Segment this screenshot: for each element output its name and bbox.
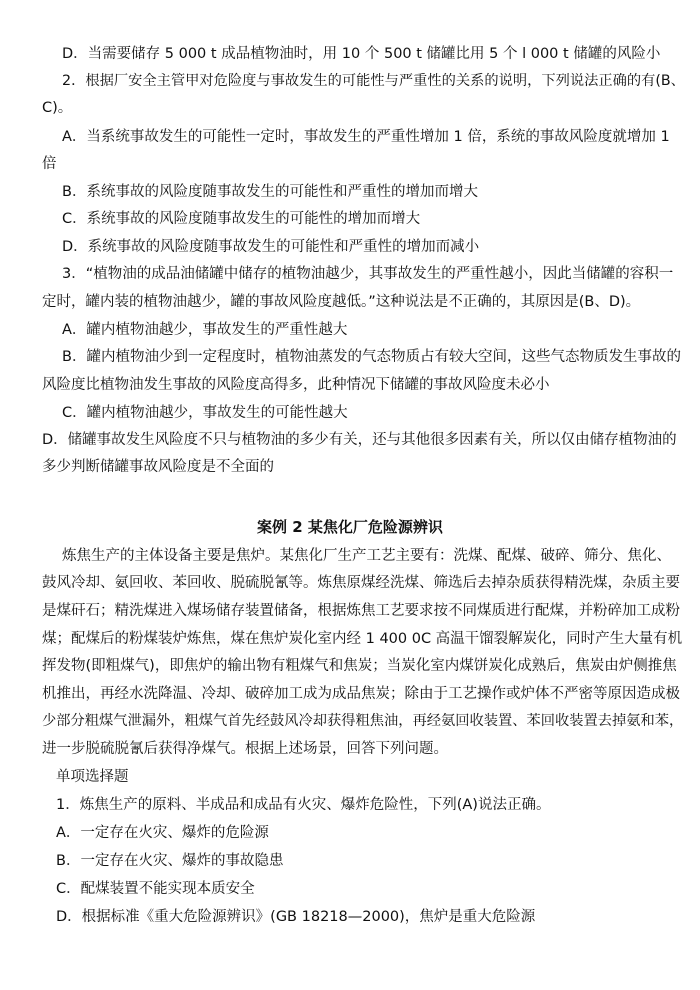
- q2-option-d: D．系统事故的风险度随事故发生的可能性和严重性的增加而减小: [62, 239, 480, 255]
- case-paragraph-line: 鼓风冷却、氨回收、苯回收、脱硫脱氰等。炼焦原煤经洗煤、筛选后去掉杂质获得精洗煤，杂质主要: [42, 575, 680, 591]
- q3-option-d: D．储罐事故发生风险度不只与植物油的多少有关，还与其他很多因素有关，所以仅由储存植物油的: [42, 432, 677, 448]
- case-paragraph-line: 是煤矸石；精洗煤进入煤场储存装置储备，根据炼焦工艺要求按不同煤质进行配煤，并粉碎加工成粉: [42, 603, 680, 619]
- q3-option-b: B．罐内植物油少到一定程度时，植物油蒸发的气态物质占有较大空间，这些气态物质发生事故的: [62, 349, 681, 365]
- case-q1-option-b: B．一定存在火灾、爆炸的事故隐患: [56, 853, 284, 869]
- q2-option-a-cont: 倍: [42, 156, 57, 172]
- case-paragraph-line: 机推出，再经水洗降温、冷却、破碎加工成为成品焦炭；除由于工艺操作或炉体不严密等原因造成极: [42, 686, 680, 702]
- q2-stem-cont: C)。: [42, 100, 73, 116]
- case-q1-stem: 1．炼焦生产的原料、半成品和成品有火灾、爆炸危险性，下列(A)说法正确。: [56, 797, 551, 813]
- case-q1-option-a: A．一定存在火灾、爆炸的危险源: [56, 825, 269, 841]
- q1-option-d: D．当需要储存 5 000 t 成品植物油时，用 10 个 500 t 储罐比用 5 个 l 000 t 储罐的风险小: [62, 46, 661, 62]
- q2-stem: 2．根据厂安全主管甲对危险度与事故发生的可能性与严重性的关系的说明，下列说法正确的有(B、: [62, 73, 685, 89]
- case-paragraph-line: 炼焦生产的主体设备主要是焦炉。某焦化厂生产工艺主要有：洗煤、配煤、破碎、筛分、焦化、: [62, 548, 671, 564]
- q3-stem-cont: 定时，罐内装的植物油越少，罐的事故风险度越低。”这种说法是不正确的，其原因是(B、D)。: [42, 294, 641, 310]
- case-paragraph-line: 少部分粗煤气泄漏外，粗煤气首先经鼓风冷却获得粗焦油，再经氨回收装置、苯回收装置去掉氨和苯，: [42, 713, 684, 729]
- q3-stem: 3．“植物油的成品油储罐中储存的植物油越少，其事故发生的严重性越小，因此当储罐的容积一: [62, 266, 674, 282]
- case-paragraph-line: 煤；配煤后的粉煤装炉炼焦，煤在焦炉炭化室内经 1 400 0C 高温干馏裂解炭化，同时产生大量有机: [42, 631, 683, 647]
- case-q1-option-c: C．配煤装置不能实现本质安全: [56, 881, 255, 897]
- q2-option-b: B．系统事故的风险度随事故发生的可能性和严重性的增加而增大: [62, 184, 478, 200]
- q3-option-b-cont: 风险度比植物油发生事故的风险度高得多，此种情况下储罐的事故风险度未必小: [42, 377, 550, 393]
- case-paragraph-line: 进一步脱硫脱氰后获得净煤气。根据上述场景，回答下列问题。: [42, 741, 448, 757]
- q2-option-c: C．系统事故的风险度随事故发生的可能性的增加而增大: [62, 211, 421, 227]
- section-label: 单项选择题: [56, 769, 129, 785]
- q3-option-d-cont: 多少判断储罐事故风险度是不全面的: [42, 459, 274, 475]
- q3-option-c: C．罐内植物油越少，事故发生的可能性越大: [62, 405, 348, 421]
- case-paragraph-line: 挥发物(即粗煤气)，即焦炉的输出物有粗煤气和焦炭；当炭化室内煤饼炭化成熟后，焦炭由炉侧推焦: [42, 658, 677, 674]
- q3-option-a: A．罐内植物油越少，事故发生的严重性越大: [62, 322, 348, 338]
- q2-option-a: A．当系统事故发生的可能性一定时，事故发生的严重性增加 1 倍，系统的事故风险度就增加 1: [62, 129, 670, 145]
- case-q1-option-d: D．根据标准《重大危险源辨识》(GB 18218—2000)，焦炉是重大危险源: [56, 909, 536, 925]
- case-title: 案例 2 某焦化厂危险源辨识: [257, 518, 443, 536]
